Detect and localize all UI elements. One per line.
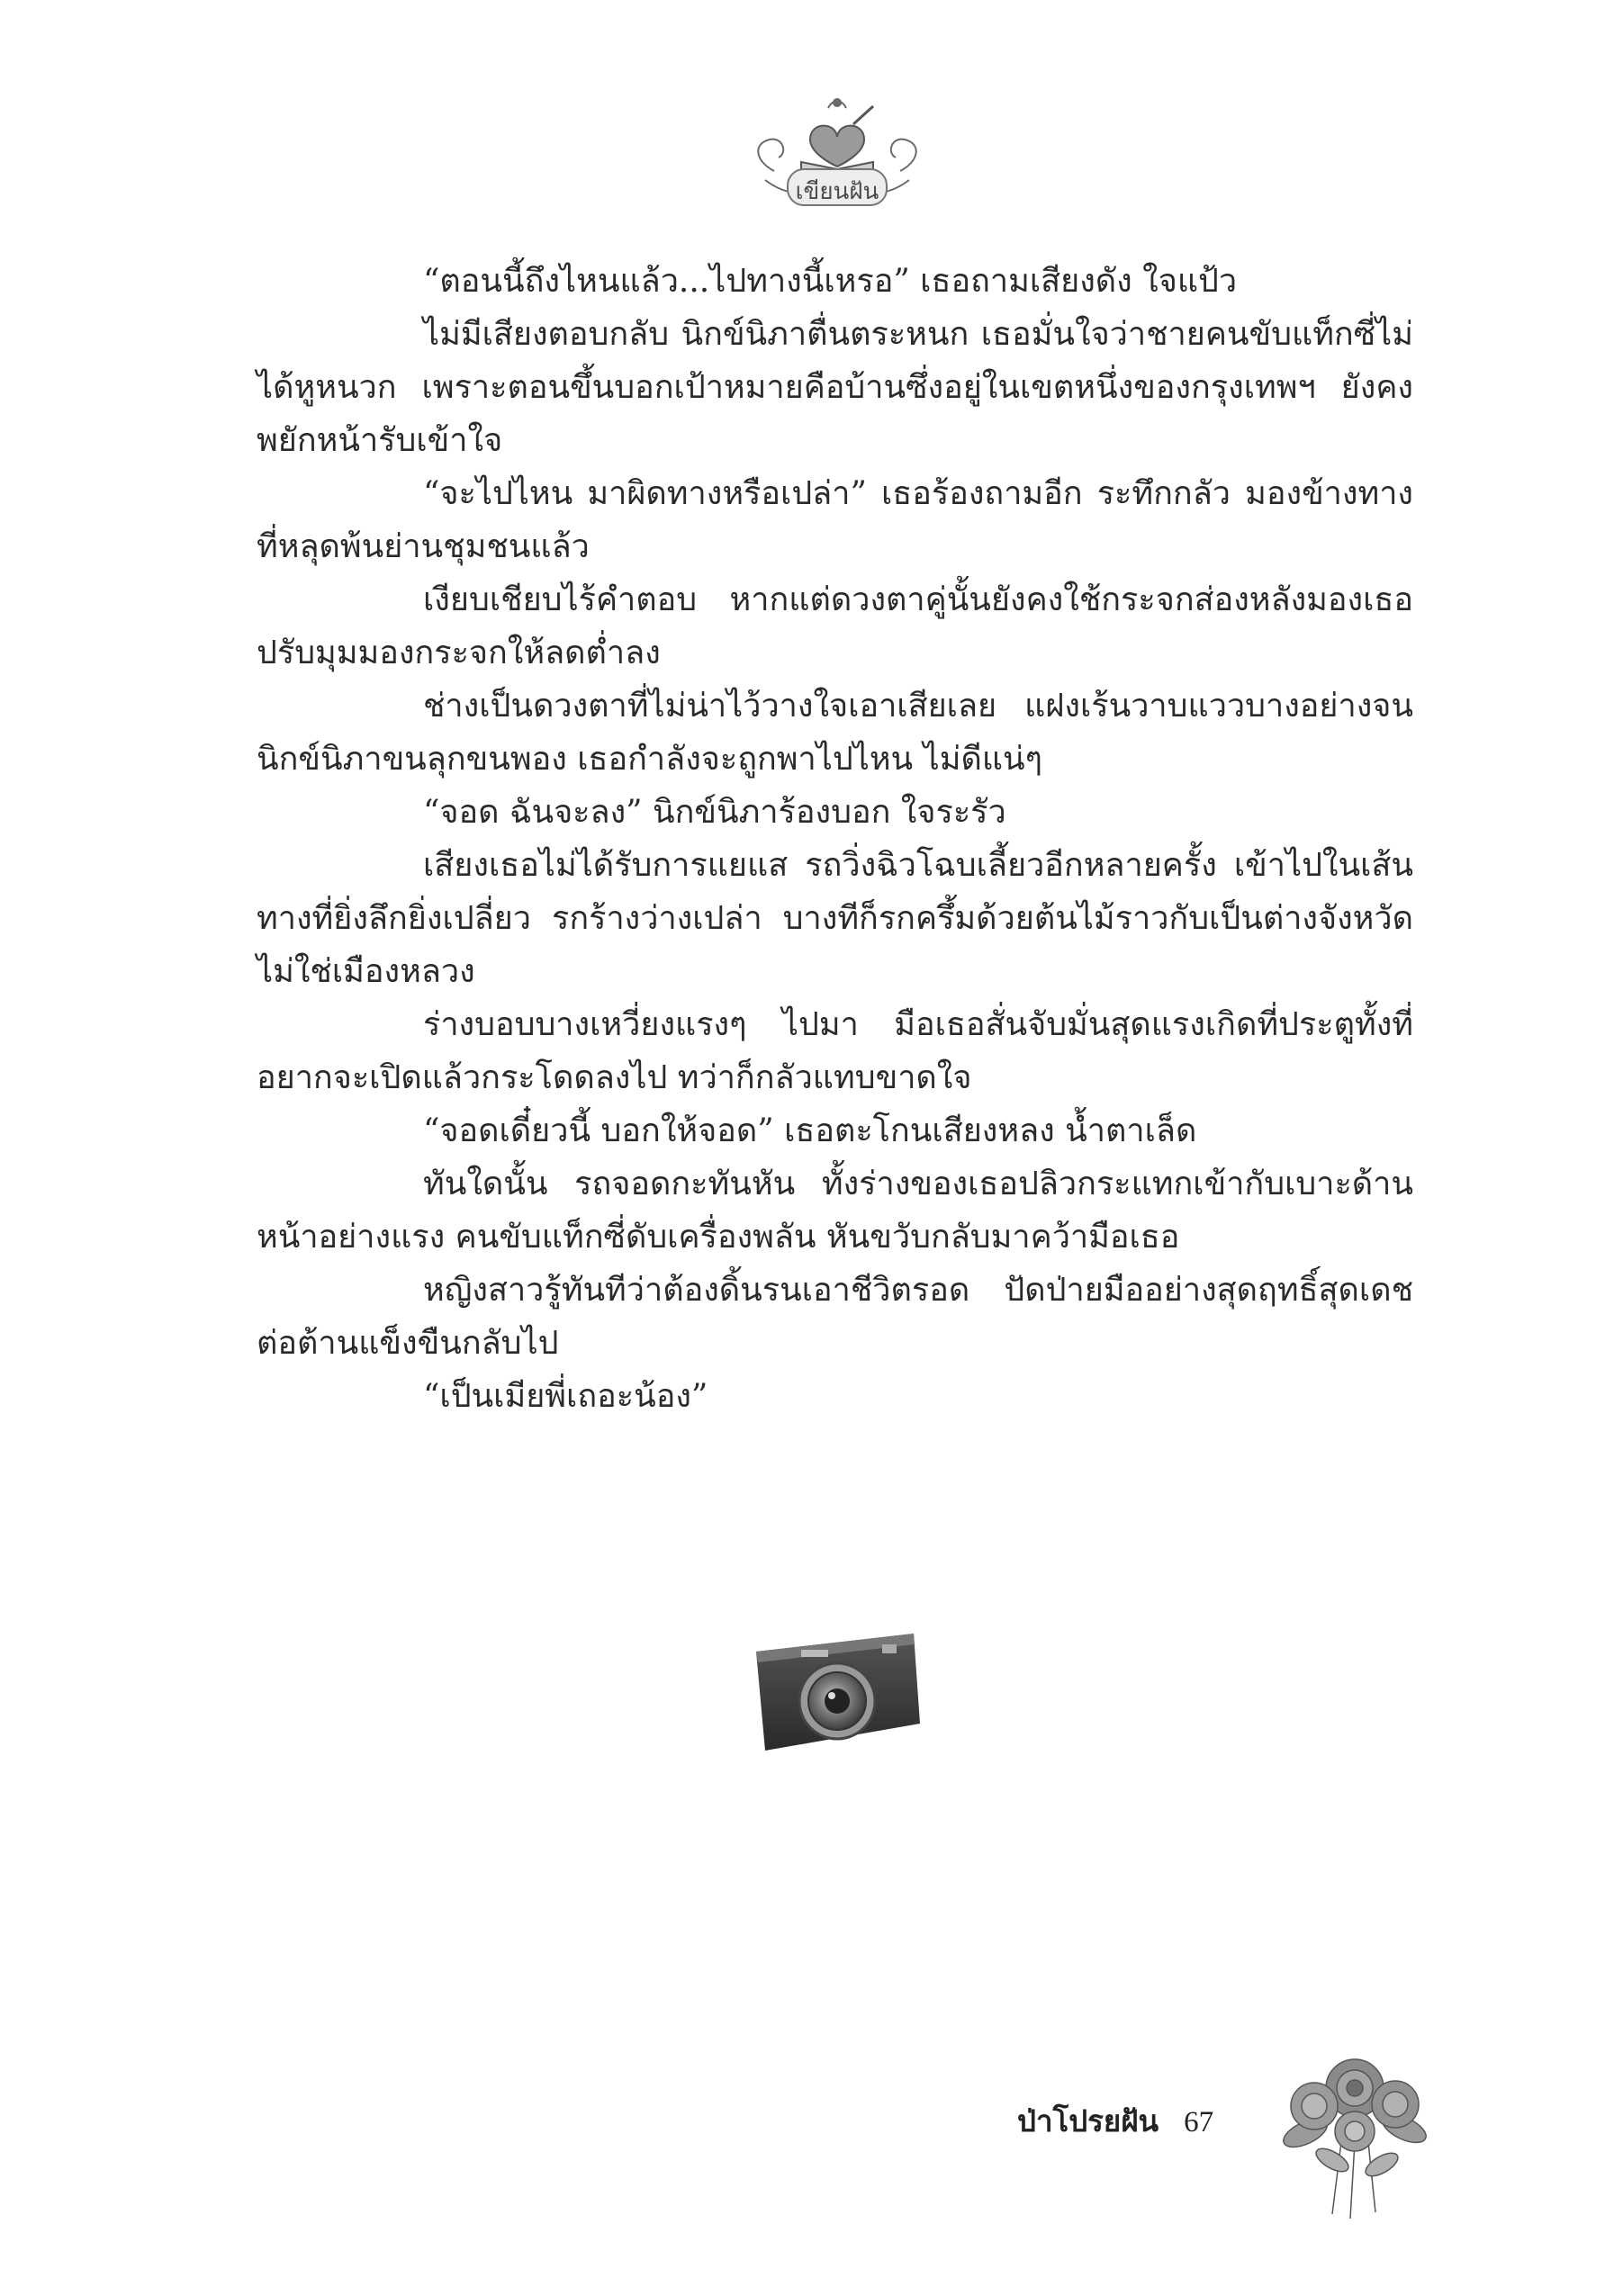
paragraph: ร่างบอบบางเหวี่ยงแรงๆ ไปมา มือเธอสั่นจับมั่นสุดแรงเกิดที่ประตูทั้งที่อยากจะเปิดแล้วกระโดดลงไป ทว่าก็กลัวแทบขาดใจ	[257, 1006, 1413, 1096]
paragraph: เสียงเธอไม่ได้รับการแยแส รถวิ่งฉิวโฉบเลี้ยวอีกหลายครั้ง เข้าไปในเส้นทางที่ยิ่งลึกยิ่งเปลี่ยว รกร้างว่างเปล่า บางทีก็รกครึ้มด้วยต้นไม้ราวกับเป็นต่างจังหวัดไม่ใช่เมืองหลวง	[257, 847, 1413, 990]
logo-text: เขียนฝัน	[795, 178, 879, 205]
paragraph: “เป็นเมียพี่เถอะน้อง”	[423, 1378, 708, 1415]
paragraph: “จอดเดี๋ยวนี้ บอกให้จอด” เธอตะโกนเสียงหลง น้ำตาเล็ด	[423, 1112, 1197, 1149]
book-title: ป่าโปรยฝัน	[1017, 2103, 1159, 2138]
page-number: 67	[1184, 2106, 1214, 2138]
paragraph: “จะไปไหน มาผิดทางหรือเปล่า” เธอร้องถามอีก ระทึกกลัว มองข้างทางที่หลุดพ้นย่านชุมชนแล้ว	[257, 475, 1413, 565]
paragraph: หญิงสาวรู้ทันทีว่าต้องดิ้นรนเอาชีวิตรอด ปัดป่ายมืออย่างสุดฤทธิ์สุดเดชต่อต้านแข็งขืนกลับไป	[257, 1272, 1413, 1362]
paragraph: ช่างเป็นดวงตาที่ไม่น่าไว้วางใจเอาเสียเลย แฝงเร้นวาบแววบางอย่างจนนิกข์นิภาขนลุกขนพอง เธอกำลังจะถูกพาไปไหน ไม่ดีแน่ๆ	[257, 688, 1413, 778]
book-heart-ornament-icon	[747, 90, 927, 216]
paragraph: “จอด ฉันจะลง” นิกข์นิภาร้องบอก ใจระรัว	[423, 794, 1006, 831]
paragraph: เงียบเชียบไร้คำตอบ หากแต่ดวงตาคู่นั้นยังคงใช้กระจกส่องหลังมองเธอ ปรับมุมมองกระจกให้ลดต่ำลง	[257, 581, 1413, 671]
paragraph: “ตอนนี้ถึงไหนแล้ว...ไปทางนี้เหรอ” เธอถามเสียงดัง ใจแป้ว	[423, 263, 1238, 300]
camera-icon	[747, 1625, 927, 1760]
rose-bouquet-icon	[1269, 2034, 1440, 2232]
paragraph: ไม่มีเสียงตอบกลับ นิกข์นิภาตื่นตระหนก เธอมั่นใจว่าชายคนขับแท็กซี่ไม่ได้หูหนวก เพราะตอนขึ้นบอกเป้าหมายคือบ้านซึ่งอยู่ในเขตหนึ่งของกรุงเทพฯ ยังคงพยักหน้ารับเข้าใจ	[257, 316, 1413, 459]
page-footer	[1017, 2097, 1213, 2151]
paragraph: ทันใดนั้น รถจอดกะทันหัน ทั้งร่างของเธอปลิวกระแทกเข้ากับเบาะด้านหน้าอย่างแรง คนขับแท็กซี่ดับเครื่องพลัน หันขวับกลับมาคว้ามือเธอ	[257, 1166, 1413, 1256]
story-text	[257, 255, 1413, 1423]
